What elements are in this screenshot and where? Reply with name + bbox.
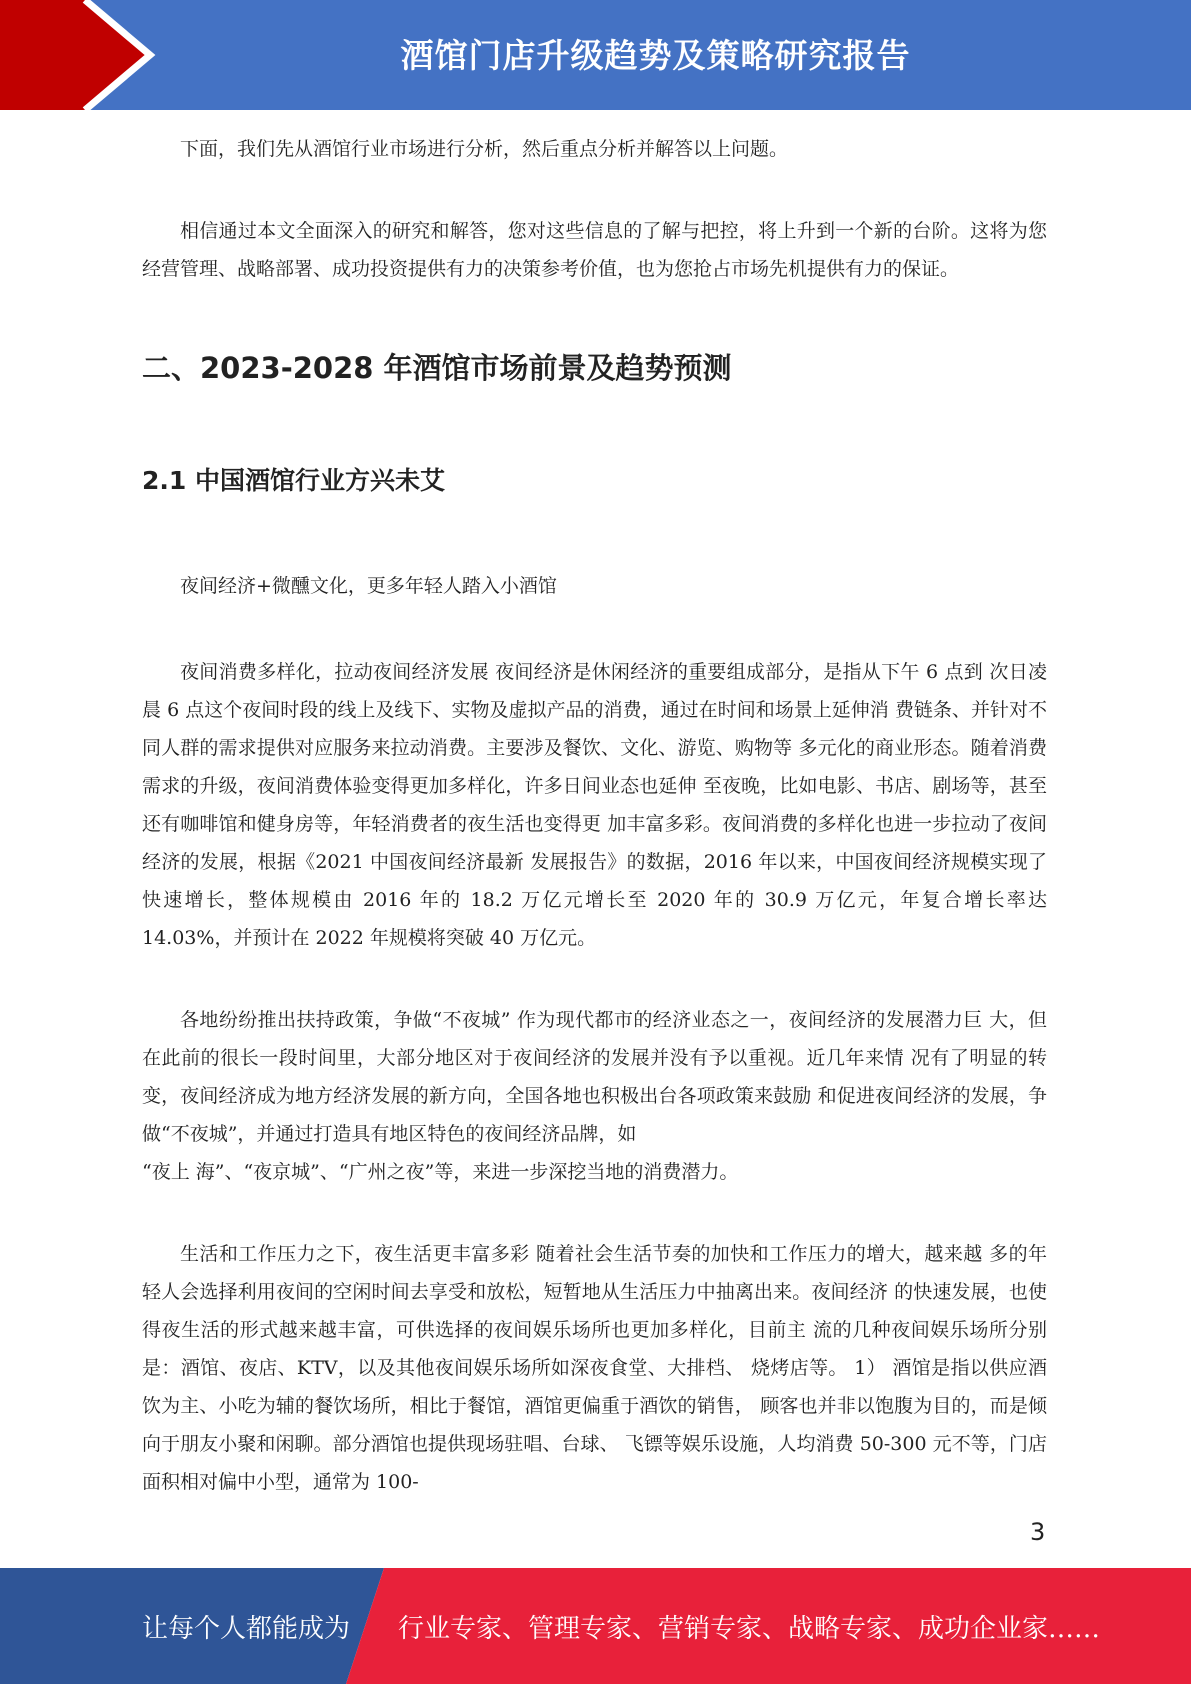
section-heading: 二、2023-2028 年酒馆市场前景及趋势预测 [142,351,732,385]
subsection-heading: 2.1 中国酒馆行业方兴未艾 [142,466,445,495]
body-paragraph-2: 各地纷纷推出扶持政策，争做“不夜城” 作为现代都市的经济业态之一，夜间经济的发展潜力巨 大，但在此前的很长一段时间里，大部分地区对于夜间经济的发展并没有予以重视。近几年来情 况有了明显的转变，夜间经济成为地方经济发展的新方向，全国各地也积极出台各项政策来鼓励 和促进夜间经济的发展，争做“不夜城”，并通过打造具有地区特色的夜间经济品牌，如 “夜上 海”、“夜京城”、“广州之夜”等，来进一步深挖当地的消费潜力。 [142,1009,1047,1183]
report-title: 酒馆门店升级趋势及策略研究报告 [400,36,911,75]
body-paragraph-1: 夜间消费多样化，拉动夜间经济发展 夜间经济是休闲经济的重要组成部分，是指从下午 6 点到 次日凌晨 6 点这个夜间时段的线上及线下、实物及虚拟产品的消费，通过在时间和场景上延伸消 费链条、并针对不同人群的需求提供对应服务来拉动消费。主要涉及餐饮、文化、游览、购物等 多元化的商业形态。随着消费需求的升级，夜间消费体验变得更加多样化，许多日间业态也延伸 至夜晚，比如电影、书店、剧场等，甚至还有咖啡馆和健身房等，年轻消费者的夜生活也变得更 加丰富多彩。夜间消费的多样化也进一步拉动了夜间经济的发展，根据《2021 中国夜间经济最新 发展报告》的数据，2016 年以来，中国夜间经济规模实现了快速增长，整体规模由 2016 年的 18.2 万亿元增长至 2020 年的 30.9 万亿元，年复合增长率达 14.03%，并预计在 2022 年规模将突破 40 万亿元。 [142,661,1047,949]
page-header [0,0,1191,110]
topic-line: 夜间经济+微醺文化，更多年轻人踏入小酒馆 [180,575,557,597]
footer-slogan-left: 让每个人都能成为 [142,1614,351,1644]
page-content [142,130,1047,1501]
footer-slogan-right: 行业专家、管理专家、营销专家、战略专家、成功企业家…… [398,1614,1101,1644]
page-number: 3 [1030,1518,1046,1546]
intro-paragraph-1: 下面，我们先从酒馆行业市场进行分析，然后重点分析并解答以上问题。 [180,138,789,160]
page-footer [0,1568,1191,1684]
body-paragraph-3: 生活和工作压力之下，夜生活更丰富多彩 随着社会生活节奏的加快和工作压力的增大，越来越 多的年轻人会选择利用夜间的空闲时间去享受和放松，短暂地从生活压力中抽离出来。夜间经济 的快速发展，也使得夜生活的形式越来越丰富，可供选择的夜间娱乐场所也更加多样化，目前主 流的几种夜间娱乐场所分别是：酒馆、夜店、KTV，以及其他夜间娱乐场所如深夜食堂、大排档、 烧烤店等。 1） 酒馆是指以供应酒饮为主、小吃为辅的餐饮场所，相比于餐馆，酒馆更偏重于酒饮的销售， 顾客也并非以饱腹为目的，而是倾向于朋友小聚和闲聊。部分酒馆也提供现场驻唱、台球、 飞镖等娱乐设施，人均消费 50-300 元不等，门店面积相对偏中小型，通常为 100- [142,1243,1047,1493]
intro-paragraph-2: 相信通过本文全面深入的研究和解答，您对这些信息的了解与把控，将上升到一个新的台阶。这将为您经营管理、战略部署、成功投资提供有力的决策参考价值，也为您抢占市场先机提供有力的保证。 [142,220,1047,280]
